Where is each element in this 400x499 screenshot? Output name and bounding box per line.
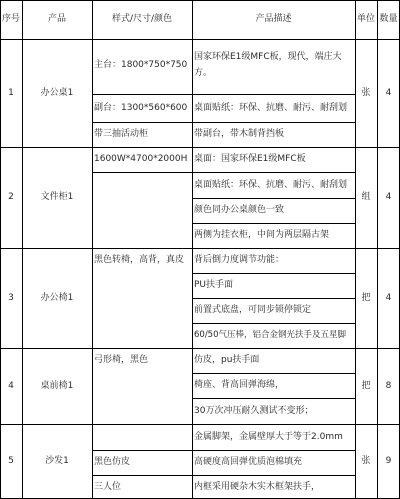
row-4-no: 4 xyxy=(8,380,14,391)
grid-line xyxy=(92,94,355,95)
row-3-desc-1: 背后倒力度调节功能： xyxy=(194,255,285,265)
row-1-product: 办公桌1 xyxy=(40,87,74,98)
row-1-unit: 张 xyxy=(361,87,371,98)
row-2-desc-5: 两侧为挂衣柜，中间为两层隔古架 xyxy=(194,230,330,240)
header-unit: 单位 xyxy=(356,14,375,24)
row-2-qty: 4 xyxy=(385,192,392,202)
row-4-desc-3: 30万次冲压耐久测试不变形； xyxy=(194,405,314,416)
row-3-desc-3: 前置式底盘，可同步锁停锁定 xyxy=(194,305,312,315)
grid-line xyxy=(0,424,400,425)
row-5-spec-2: 三人位 xyxy=(94,481,122,492)
row-2-desc-4: 颜色同办公桌颜色一致 xyxy=(194,205,285,215)
header-spec: 样式/尺寸/颜色 xyxy=(111,14,173,24)
row-5-no: 5 xyxy=(8,456,14,466)
header-product: 产品 xyxy=(47,14,66,24)
row-3-no: 3 xyxy=(8,292,14,303)
grid-line xyxy=(0,147,400,148)
row-3-product: 办公椅1 xyxy=(40,292,74,303)
row-1-desc-2: 桌面贴纸：环保、抗磨、耐污、耐刮划 xyxy=(194,102,348,113)
header-qty: 数量 xyxy=(379,14,398,24)
grid-line xyxy=(92,475,355,476)
row-4-spec-1: 弓形椅，黑色 xyxy=(94,355,149,365)
row-4-unit: 把 xyxy=(361,380,371,391)
row-2-desc-2: 桌面：国家环保E1级MFC板 xyxy=(194,154,306,164)
grid-line xyxy=(0,348,400,349)
row-4-product: 桌前椅1 xyxy=(40,380,74,391)
row-4-desc-1: 仿皮，pu扶手面 xyxy=(194,355,260,365)
row-1-spec-2: 副台：1300*560*600 xyxy=(94,102,188,113)
row-2-product: 文件柜1 xyxy=(40,192,74,202)
grid-line xyxy=(192,298,355,299)
row-5-desc-1: 金属脚架，金属壁厚大于等于2.0mm xyxy=(194,431,343,442)
grid-line xyxy=(192,273,355,274)
row-1-qty: 4 xyxy=(385,87,392,98)
row-4-desc-2: 椅座、背高回弹海绵， xyxy=(194,380,285,390)
grid-line xyxy=(92,450,355,451)
header-desc: 产品描述 xyxy=(255,14,292,24)
grid-line xyxy=(0,0,400,1)
row-1-desc-1: 国家环保E1级MFC板，现代，端庄大方。 xyxy=(194,52,342,78)
grid-line xyxy=(192,223,355,224)
row-2-spec-1: 带三抽活动柜 xyxy=(94,129,149,139)
row-5-desc-3: 内框采用硬杂木实木框架扶手， xyxy=(194,481,321,492)
row-3-unit: 把 xyxy=(361,292,371,303)
grid-line xyxy=(92,172,355,173)
grid-line xyxy=(192,198,355,199)
row-4-qty: 8 xyxy=(385,380,392,391)
row-3-spec-1: 黑色转椅，高背，真皮 xyxy=(94,255,185,265)
row-1-spec-1: 主台：1800*750*750 xyxy=(94,59,188,70)
row-2-spec-2: 1600W*4700*2000H xyxy=(94,154,188,164)
grid-line xyxy=(92,122,355,123)
row-5-spec-1: 黑色仿皮 xyxy=(94,457,131,467)
row-5-unit: 张 xyxy=(361,456,371,466)
row-1-no: 1 xyxy=(8,87,14,98)
row-2-desc-3: 桌面贴纸：环保、抗磨、耐污、耐刮划 xyxy=(194,179,348,190)
row-2-unit: 组 xyxy=(361,192,371,202)
grid-line xyxy=(0,39,400,40)
row-2-no: 2 xyxy=(8,192,14,202)
grid-line xyxy=(192,323,355,324)
grid-line xyxy=(192,398,355,399)
row-5-product: 沙发1 xyxy=(45,456,69,466)
row-3-desc-2: PU扶手面 xyxy=(194,280,234,290)
row-5-desc-2: 高硬度高回弹优质泡棉填充 xyxy=(194,457,303,467)
grid-line xyxy=(0,248,400,249)
header-no: 序号 xyxy=(2,14,21,24)
row-3-desc-4: 60/50气压棒，铝合金钢光扶手及五星脚 xyxy=(194,330,346,340)
row-2-desc-1: 带副台，带木制背挡板 xyxy=(194,129,285,139)
row-3-qty: 4 xyxy=(385,292,392,303)
grid-line xyxy=(192,373,355,374)
row-5-qty: 9 xyxy=(385,456,392,466)
